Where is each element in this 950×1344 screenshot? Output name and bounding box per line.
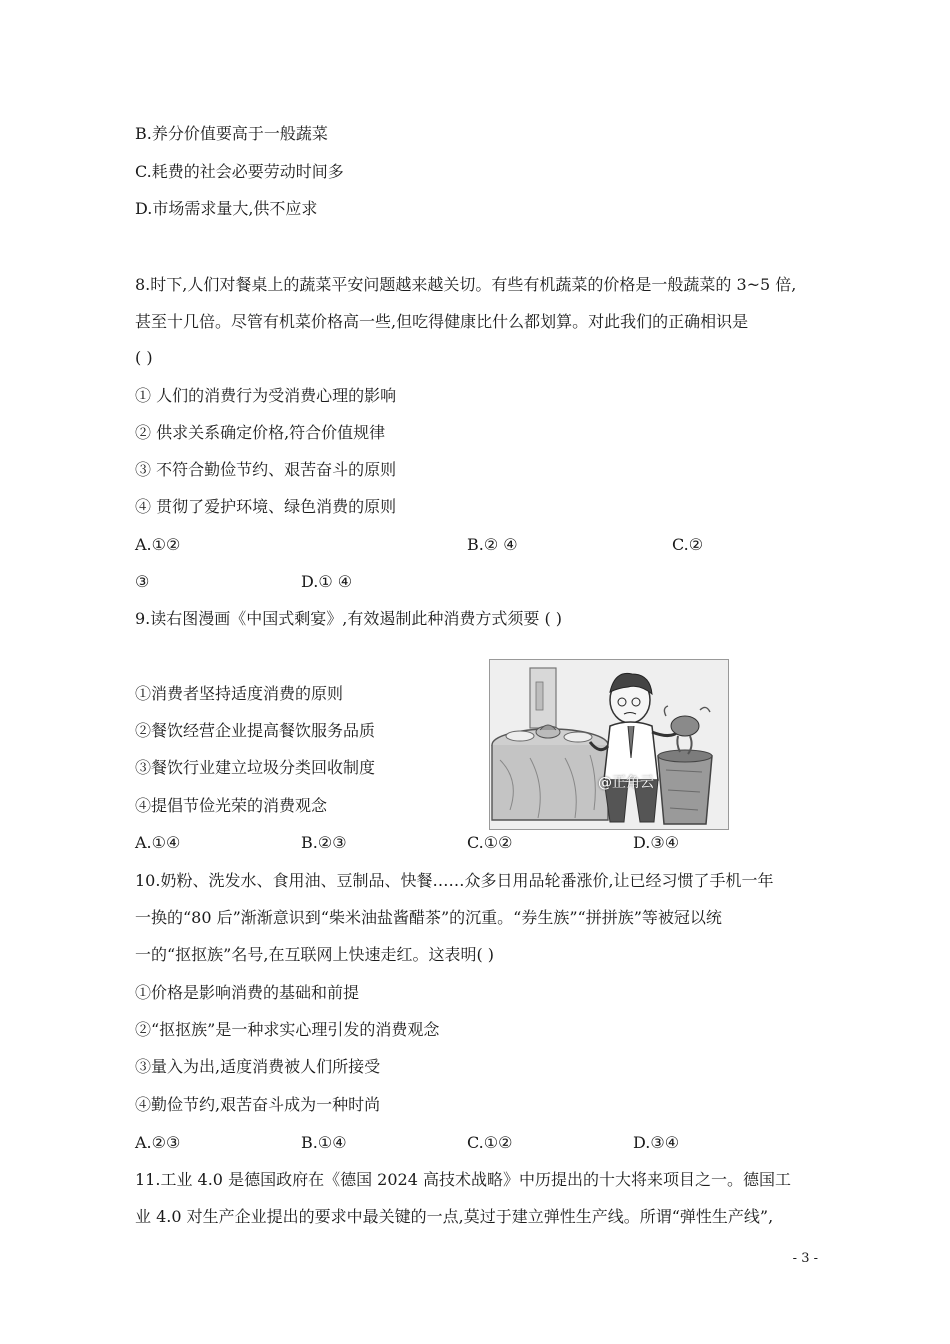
- q9-option-a: A.①④: [135, 833, 181, 852]
- q7-option-b: B.养分价值要高于一般蔬菜: [135, 124, 328, 143]
- cartoon-drawing: [490, 660, 728, 829]
- q7-option-d: D.市场需求量大,供不应求: [135, 199, 318, 218]
- q9-item-4: ④提倡节俭光荣的消费观念: [135, 796, 328, 815]
- q10-item-4: ④勤俭节约,艰苦奋斗成为一种时尚: [135, 1095, 381, 1114]
- q10-option-a: A.②③: [135, 1133, 181, 1152]
- q11-stem-line2: 业 4.0 对生产企业提出的要求中最关键的一点,莫过于建立弹性生产线。所谓“弹性生产线”,: [135, 1207, 774, 1226]
- q10-option-d: D.③④: [633, 1133, 680, 1152]
- q11-stem-line1: 11.工业 4.0 是德国政府在《德国 2024 高技术战略》中历提出的十大将来项目之一。德国工: [135, 1170, 791, 1189]
- q9-item-1: ①消费者坚持适度消费的原则: [135, 684, 344, 703]
- q8-stem-line1: 8.时下,人们对餐桌上的蔬菜平安问题越来越关切。有些有机蔬菜的价格是一般蔬菜的 3~5 倍,: [135, 275, 797, 294]
- q9-option-d: D.③④: [633, 833, 680, 852]
- q10-item-2: ②“抠抠族”是一种求实心理引发的消费观念: [135, 1020, 440, 1039]
- q8-item-2: ② 供求关系确定价格,符合价值规律: [135, 423, 386, 442]
- q8-item-1: ① 人们的消费行为受消费心理的影响: [135, 386, 397, 405]
- page-number: - 3 -: [792, 1251, 818, 1266]
- q9-item-3: ③餐饮行业建立垃圾分类回收制度: [135, 758, 376, 777]
- q8-item-4: ④ 贯彻了爱护环境、绿色消费的原则: [135, 497, 397, 516]
- q8-answer-paren: ( ): [135, 348, 153, 367]
- q9-item-2: ②餐饮经营企业提高餐饮服务品质: [135, 721, 376, 740]
- q8-option-c: C.②: [672, 535, 704, 554]
- q8-item-3: ③ 不符合勤俭节约、艰苦奋斗的原则: [135, 460, 397, 479]
- q10-stem-line1: 10.奶粉、洗发水、食用油、豆制品、快餐……众多日用品轮番涨价,让已经习惯了手机一年: [135, 871, 774, 890]
- q10-option-b: B.①④: [301, 1133, 347, 1152]
- q10-stem-line2: 一换的“80 后”渐渐意识到“柴米油盐酱醋茶”的沉重。“券生族”“拼拼族”等被冠以统: [135, 908, 722, 927]
- q10-item-3: ③量入为出,适度消费被人们所接受: [135, 1057, 381, 1076]
- q10-stem-line3: 一的“抠抠族”名号,在互联网上快速走红。这表明( ): [135, 945, 495, 964]
- q10-option-c: C.①②: [467, 1133, 513, 1152]
- q9-stem: 9.读右图漫画《中国式剩宴》,有效遏制此种消费方式须要 ( ): [135, 609, 563, 628]
- q8-option-b: B.② ④: [467, 535, 518, 554]
- q8-stem-line2: 甚至十几倍。尽管有机菜价格高一些,但吃得健康比什么都划算。对此我们的正确相识是: [135, 312, 749, 331]
- cartoon-image: [489, 659, 729, 830]
- q8-option-c-continued: ③: [135, 572, 150, 591]
- q9-option-b: B.②③: [301, 833, 347, 852]
- q8-option-a: A.①②: [135, 535, 181, 554]
- q10-item-1: ①价格是影响消费的基础和前提: [135, 983, 360, 1002]
- cartoon-watermark: @正角云: [598, 775, 654, 791]
- q8-option-d: D.① ④: [301, 572, 353, 591]
- q7-option-c: C.耗费的社会必要劳动时间多: [135, 162, 344, 181]
- q9-option-c: C.①②: [467, 833, 513, 852]
